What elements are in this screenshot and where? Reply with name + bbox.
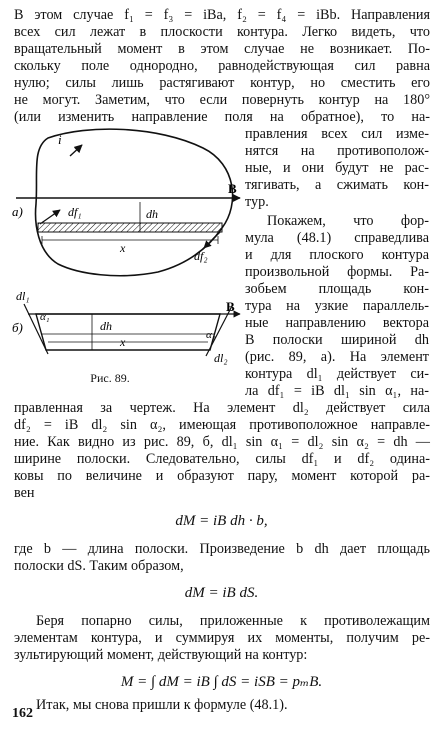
- label-B-b: B: [226, 299, 235, 314]
- text-line: тягивать, а сжимать кон-: [245, 177, 429, 193]
- label-x-b: x: [120, 335, 126, 349]
- label-dh-a: dh: [146, 207, 158, 221]
- text-line: элементам контура, и суммируя их моменты, получим ре-: [14, 630, 430, 646]
- label-x-a: x: [120, 241, 126, 255]
- figure-89: [8, 124, 244, 370]
- text-line: всех сил лежат в плоскости контура. Легко видеть, что: [14, 24, 430, 40]
- text-line: ние. Как видно из рис. 89, б, dl₁ sin α₁ = dl₂ sin α₂ = dh —: [14, 434, 430, 450]
- text-line: нятся на противополож-: [245, 143, 429, 159]
- text-line: ные направлению вектора: [245, 315, 429, 331]
- page-number: 162: [12, 706, 33, 721]
- text-line: произвольной формы. Ра-: [245, 264, 429, 280]
- text-line: вен: [14, 485, 35, 501]
- df1-arrow: [40, 210, 60, 224]
- text-line: ширине полоски. Следовательно, силы df₁ и df₂ одина-: [14, 451, 430, 467]
- strip-b: [36, 314, 220, 350]
- label-dl1: dl₁: [16, 289, 30, 303]
- text-line: зобьем площадь кон-: [245, 281, 429, 297]
- label-alpha1: α₁: [40, 311, 50, 323]
- text-line: ковы по величине и образуют пару, момент которой ра-: [14, 468, 430, 484]
- text-line: тур.: [245, 194, 269, 210]
- label-a: a): [12, 204, 23, 219]
- label-b: б): [12, 320, 23, 335]
- text-line: (или изменить направление поля на обратное), то на-: [14, 109, 430, 125]
- text-line: вращательный момент в этом случае не возникает. По-: [14, 41, 430, 57]
- text-line: (рис. 89, a). На элемент: [245, 349, 429, 365]
- current-arrow: [70, 145, 82, 156]
- strip-a: [38, 223, 222, 232]
- text-line: не могут. Заметим, что если повернуть контур на 180°: [14, 92, 430, 108]
- text-line: скольку поле однородно, равнодействующая сил равна: [14, 58, 430, 74]
- text-line: контура dl₁ действует си-: [245, 366, 429, 382]
- label-alpha2: α₂: [206, 329, 216, 341]
- text-line: правления всех сил изме-: [245, 126, 429, 142]
- text-line: правленная за чертеж. На элемент dl₂ действует сила: [14, 400, 430, 416]
- label-B-a: B: [228, 181, 237, 196]
- formula-dm-dh: dM = iB dh · b,: [175, 513, 268, 529]
- label-dh-b: dh: [100, 319, 112, 333]
- text-line: Итак, мы снова пришли к формуле (48.1).: [36, 697, 288, 713]
- label-i: i: [58, 132, 62, 147]
- text-line: ные, и они будут не рас-: [245, 160, 429, 176]
- text-line: полоски dS. Таким образом,: [14, 558, 184, 574]
- formula-dm-ds: dM = iB dS.: [184, 585, 259, 601]
- text-line: и для плоского контура: [245, 247, 429, 263]
- text-line: зультирующий момент, действующий на контур:: [14, 647, 308, 663]
- text-line: ла df₁ = iB dl₁ sin α₁, на-: [245, 383, 429, 399]
- label-df1: df₁: [68, 205, 82, 219]
- text-line: Покажем, что фор-: [267, 213, 429, 229]
- text-line: Беря попарно силы, приложенные к противолежащим: [36, 613, 430, 629]
- text-line: нулю; силы лишь растягивают контур, но сместить его: [14, 75, 430, 91]
- text-line: B полоски шириной dh: [245, 332, 429, 348]
- text-line: мула (48.1) справедлива: [245, 230, 429, 246]
- text-line: В этом случае f₁ = f₃ = iBa, f₂ = f₄ = iBb. Направления: [14, 7, 430, 23]
- label-df2: df₂: [194, 249, 208, 263]
- label-dl2: dl₂: [214, 351, 228, 365]
- text-line: где b — длина полоски. Произведение b dh дает площадь: [14, 541, 430, 557]
- text-line: тура на узкие параллель-: [245, 298, 429, 314]
- text-line: df₂ = iB dl₂ sin α₂, имеющая противоположное направле-: [14, 417, 430, 433]
- formula-total-moment: M = ∫ dM = iB ∫ dS = iSB = pₘB.: [120, 674, 323, 690]
- figure-caption: Рис. 89.: [90, 371, 130, 385]
